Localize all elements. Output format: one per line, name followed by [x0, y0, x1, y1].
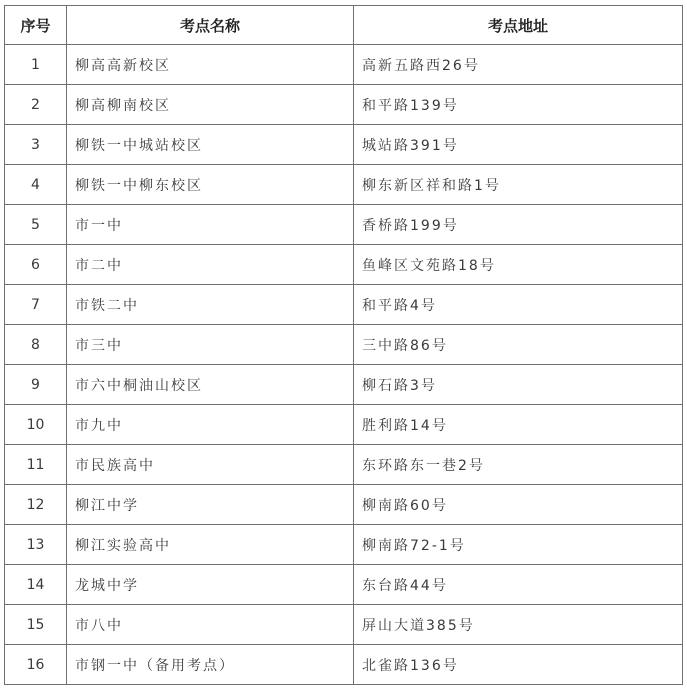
- site-address-cell: 东环路东一巷2号: [354, 445, 683, 485]
- site-name-cell: 柳铁一中城站校区: [67, 125, 354, 165]
- row-number-cell: 8: [5, 325, 67, 365]
- header-addr: 考点地址: [354, 6, 683, 45]
- exam-site-table: [4, 5, 683, 685]
- site-address-cell: 柳南路60号: [354, 485, 683, 525]
- row-number-cell: 12: [5, 485, 67, 525]
- row-number-cell: 15: [5, 605, 67, 645]
- site-name-cell: 柳铁一中柳东校区: [67, 165, 354, 205]
- row-number-cell: 3: [5, 125, 67, 165]
- site-name-cell: 市三中: [67, 325, 354, 365]
- site-address-cell: 柳石路3号: [354, 365, 683, 405]
- table-row: [5, 45, 683, 85]
- table-row: [5, 485, 683, 525]
- site-address-cell: 和平路4号: [354, 285, 683, 325]
- table-body: [5, 45, 683, 685]
- row-number-cell: 13: [5, 525, 67, 565]
- site-address-cell: 柳南路72-1号: [354, 525, 683, 565]
- table-row: [5, 325, 683, 365]
- table-row: [5, 165, 683, 205]
- site-name-cell: 市铁二中: [67, 285, 354, 325]
- row-number-cell: 4: [5, 165, 67, 205]
- site-address-cell: 香桥路199号: [354, 205, 683, 245]
- row-number-cell: 11: [5, 445, 67, 485]
- table-row: [5, 365, 683, 405]
- site-name-cell: 柳江实验高中: [67, 525, 354, 565]
- site-address-cell: 城站路391号: [354, 125, 683, 165]
- site-address-cell: 三中路86号: [354, 325, 683, 365]
- site-address-cell: 高新五路西26号: [354, 45, 683, 85]
- row-number-cell: 9: [5, 365, 67, 405]
- site-name-cell: 龙城中学: [67, 565, 354, 605]
- site-name-cell: 柳江中学: [67, 485, 354, 525]
- site-address-cell: 北雀路136号: [354, 645, 683, 685]
- row-number-cell: 16: [5, 645, 67, 685]
- row-number-cell: 2: [5, 85, 67, 125]
- row-number-cell: 14: [5, 565, 67, 605]
- site-name-cell: 柳高高新校区: [67, 45, 354, 85]
- table-row: [5, 645, 683, 685]
- row-number-cell: 1: [5, 45, 67, 85]
- site-address-cell: 胜利路14号: [354, 405, 683, 445]
- table-row: [5, 605, 683, 645]
- table-row: [5, 405, 683, 445]
- row-number-cell: 10: [5, 405, 67, 445]
- table-row: [5, 285, 683, 325]
- table-row: [5, 445, 683, 485]
- table-row: [5, 565, 683, 605]
- site-name-cell: 市钢一中（备用考点）: [67, 645, 354, 685]
- site-name-cell: 市六中桐油山校区: [67, 365, 354, 405]
- site-name-cell: 市民族高中: [67, 445, 354, 485]
- table-row: [5, 85, 683, 125]
- site-name-cell: 市八中: [67, 605, 354, 645]
- site-name-cell: 柳高柳南校区: [67, 85, 354, 125]
- site-name-cell: 市一中: [67, 205, 354, 245]
- site-address-cell: 鱼峰区文苑路18号: [354, 245, 683, 285]
- row-number-cell: 6: [5, 245, 67, 285]
- site-address-cell: 东台路44号: [354, 565, 683, 605]
- site-name-cell: 市九中: [67, 405, 354, 445]
- row-number-cell: 7: [5, 285, 67, 325]
- table-row: [5, 125, 683, 165]
- site-name-cell: 市二中: [67, 245, 354, 285]
- header-num: 序号: [5, 6, 67, 45]
- table-header-row: [5, 6, 683, 45]
- table-row: [5, 525, 683, 565]
- site-address-cell: 屏山大道385号: [354, 605, 683, 645]
- header-name: 考点名称: [67, 6, 354, 45]
- site-address-cell: 和平路139号: [354, 85, 683, 125]
- table-row: [5, 245, 683, 285]
- table-row: [5, 205, 683, 245]
- row-number-cell: 5: [5, 205, 67, 245]
- site-address-cell: 柳东新区祥和路1号: [354, 165, 683, 205]
